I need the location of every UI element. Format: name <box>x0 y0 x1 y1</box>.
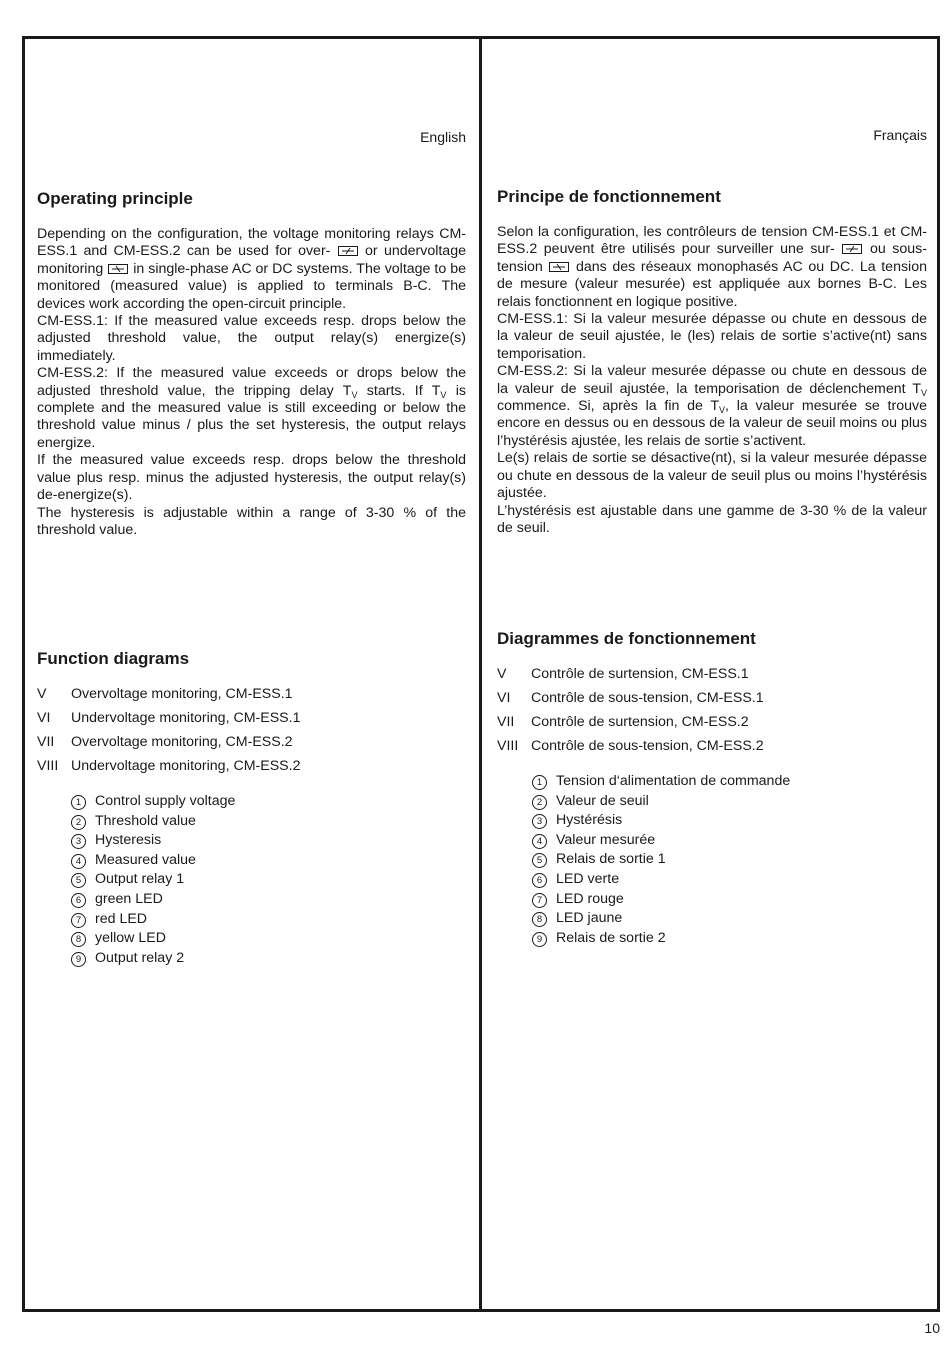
legend-label: Threshold value <box>95 812 196 829</box>
intro-text-a: Depending on the configuration, the voltage monitoring relays CM-ESS.1 and CM-ESS.2 can be used for over- <box>37 226 466 260</box>
legend-label: Output relay 1 <box>95 871 185 888</box>
function-number: VIII <box>497 738 519 754</box>
circled-number: 1 <box>71 795 86 810</box>
intro-text-b: or undervoltage monitoring <box>37 243 466 277</box>
legend-label: green LED <box>95 890 163 907</box>
intro-text-a: Selon la configuration, les contrôleurs de tension CM-ESS.1 et CM-ESS.2 peuvent être utilisés pour surveiller une sur- <box>497 224 927 258</box>
circled-number: 2 <box>71 815 86 830</box>
list-item <box>71 910 461 930</box>
list-item <box>37 708 466 732</box>
ess1-paragraph-fr: CM-ESS.1: Si la valeur mesurée dépasse ou chute en dessous de la valeur de seuil ajustée, le (les) relais de sortie s’active(nt) sans temporisation. <box>497 311 927 362</box>
list-item <box>532 870 927 890</box>
list-item <box>71 792 461 812</box>
operating-principle-heading-fr: Principe de fonctionnement <box>497 187 721 206</box>
ess2-text-c: , la valeur mesurée se trouve encore en dessus ou en dessous de la valeur de seuil moins ou plus l’hystérésis ajustée, les relais de sortie s’activent. <box>497 398 927 449</box>
ess2-paragraph <box>37 365 466 452</box>
list-item <box>532 850 927 870</box>
legend-label: Valeur de seuil <box>556 792 649 809</box>
list-item <box>71 949 461 969</box>
legend-label: red LED <box>95 910 148 927</box>
function-label: Overvoltage monitoring, CM-ESS.1 <box>71 686 293 702</box>
legend-label: Hysteresis <box>95 832 162 849</box>
intro-text-c: dans des réseaux monophasés AC ou DC. La tension de mesure (valeur mesurée) est appliquée aux bornes B-C. Les relais fonctionnent en logique positive. <box>497 258 927 310</box>
list-item <box>532 811 927 831</box>
deenergize-paragraph-fr: Le(s) relais de sortie se désactive(nt), si la valeur mesurée dépasse ou chute en dessous de la valeur de seuil plus ou moins l’hystérésis ajustée. <box>497 450 927 502</box>
list-item <box>71 851 461 871</box>
list-item <box>71 929 461 949</box>
function-diagrams-heading-fr: Diagrammes de fonctionnement <box>497 629 756 648</box>
circled-number: 6 <box>71 893 86 908</box>
list-item <box>71 870 461 890</box>
circled-number: 8 <box>532 912 547 927</box>
list-item <box>532 929 927 949</box>
list-item <box>71 890 461 910</box>
list-item <box>71 812 461 832</box>
list-item <box>71 831 461 851</box>
ess2-text-b: starts. If T <box>357 382 441 399</box>
function-label: Contrôle de surtension, CM-ESS.1 <box>531 666 749 682</box>
list-item <box>497 688 927 712</box>
list-item <box>497 736 927 760</box>
list-item <box>532 831 927 851</box>
function-diagrams-heading: Function diagrams <box>37 649 190 668</box>
tv-subscript: V <box>440 389 447 400</box>
function-label: Undervoltage monitoring, CM-ESS.1 <box>71 710 301 726</box>
undervoltage-symbol-icon <box>549 262 569 272</box>
circled-number: 9 <box>532 932 547 947</box>
function-list-english <box>37 684 466 780</box>
function-label: Undervoltage monitoring, CM-ESS.2 <box>71 758 301 774</box>
tv-subscript: V <box>351 389 358 400</box>
legend-label: Relais de sortie 1 <box>556 851 666 868</box>
intro-text-c: in single-phase AC or DC systems. The voltage to be monitored (measured value) is applied to terminals B-C. The devices work according the open-circuit principle. <box>37 260 466 312</box>
operating-principle-heading: Operating principle <box>37 189 193 208</box>
list-item <box>532 792 927 812</box>
operating-principle-text <box>37 226 466 539</box>
circled-number: 9 <box>71 952 86 967</box>
function-number: VI <box>37 710 51 726</box>
language-label-english: English <box>420 129 466 145</box>
function-number: VIII <box>37 758 59 774</box>
circled-number: 4 <box>532 834 547 849</box>
hysteresis-paragraph: The hysteresis is adjustable within a range of 3-30 % of the threshold value. <box>37 504 466 538</box>
legend-label: Measured value <box>95 851 196 868</box>
function-list-french <box>497 664 927 760</box>
legend-label: LED verte <box>556 870 620 887</box>
function-label: Contrôle de sous-tension, CM-ESS.1 <box>531 690 764 706</box>
list-item <box>532 909 927 929</box>
legend-label: Valeur mesurée <box>556 831 656 848</box>
column-divider <box>479 36 482 1312</box>
intro-paragraph <box>37 226 466 313</box>
legend-list-english <box>71 792 461 968</box>
legend-label: LED jaune <box>556 910 623 927</box>
function-label: Contrôle de sous-tension, CM-ESS.2 <box>531 738 764 754</box>
legend-label: Hystérésis <box>556 812 623 829</box>
function-number: VII <box>37 734 55 750</box>
function-label: Overvoltage monitoring, CM-ESS.2 <box>71 734 293 750</box>
tv-subscript: V <box>920 387 927 398</box>
circled-number: 5 <box>532 853 547 868</box>
circled-number: 7 <box>71 913 86 928</box>
circled-number: 8 <box>71 932 86 947</box>
circled-number: 4 <box>71 854 86 869</box>
legend-list-french <box>532 772 927 948</box>
ess2-text-a: CM-ESS.2: If the measured value exceeds or drops below the adjusted threshold value, the tripping delay T <box>37 365 466 399</box>
list-item <box>532 772 927 792</box>
intro-paragraph-fr <box>497 224 927 311</box>
legend-label: Output relay 2 <box>95 949 185 966</box>
ess1-paragraph: CM-ESS.1: If the measured value exceeds resp. drops below the adjusted threshold value, the output relay(s) energize(s) immediately. <box>37 313 466 364</box>
function-number: V <box>497 666 507 682</box>
circled-number: 1 <box>532 775 547 790</box>
ess2-text-b: commence. Si, après la fin de T <box>497 398 720 415</box>
circled-number: 3 <box>532 814 547 829</box>
operating-principle-text-fr <box>497 224 927 537</box>
ess2-text-c: is complete and the measured value is still exceeding or below the threshold value minus / plus the set hysteresis, the output relays energize. <box>37 382 467 451</box>
circled-number: 3 <box>71 834 86 849</box>
list-item <box>37 732 466 756</box>
list-item <box>37 756 466 780</box>
language-label-french: Français <box>873 127 927 143</box>
list-item <box>497 664 927 688</box>
ess2-text-a: CM-ESS.2: Si la valeur mesurée dépasse ou chute en dessous de la valeur de seuil ajustée, la temporisation de déclenchement T <box>497 363 927 397</box>
legend-label: Relais de sortie 2 <box>556 929 666 946</box>
legend-label: yellow LED <box>95 930 166 947</box>
list-item <box>532 890 927 910</box>
intro-text-b: ou sous-tension <box>497 241 927 275</box>
legend-label: Control supply voltage <box>95 793 236 809</box>
ess2-paragraph-fr <box>497 363 927 450</box>
list-item <box>37 684 466 708</box>
circled-number: 2 <box>532 795 547 810</box>
circled-number: 7 <box>532 893 547 908</box>
overvoltage-symbol-icon <box>338 246 358 256</box>
circled-number: 6 <box>532 873 547 888</box>
function-label: Contrôle de surtension, CM-ESS.2 <box>531 714 749 730</box>
function-number: VII <box>497 714 515 730</box>
circled-number: 5 <box>71 873 86 888</box>
function-number: V <box>37 686 47 702</box>
list-item <box>497 712 927 736</box>
deenergize-paragraph: If the measured value exceeds resp. drops below the threshold value plus resp. minus the adjusted hysteresis, the output relay(s) de-energize(s). <box>37 452 466 504</box>
legend-label: Tension d‘alimentation de commande <box>556 773 791 789</box>
function-number: VI <box>497 690 511 706</box>
tv-subscript: V <box>719 405 726 416</box>
legend-label: LED rouge <box>556 890 624 907</box>
hysteresis-paragraph-fr: L’hystérésis est ajustable dans une gamme de 3-30 % de la valeur de seuil. <box>497 502 927 536</box>
overvoltage-symbol-icon <box>842 244 862 254</box>
page-number: 10 <box>924 1320 940 1336</box>
undervoltage-symbol-icon <box>108 264 128 274</box>
